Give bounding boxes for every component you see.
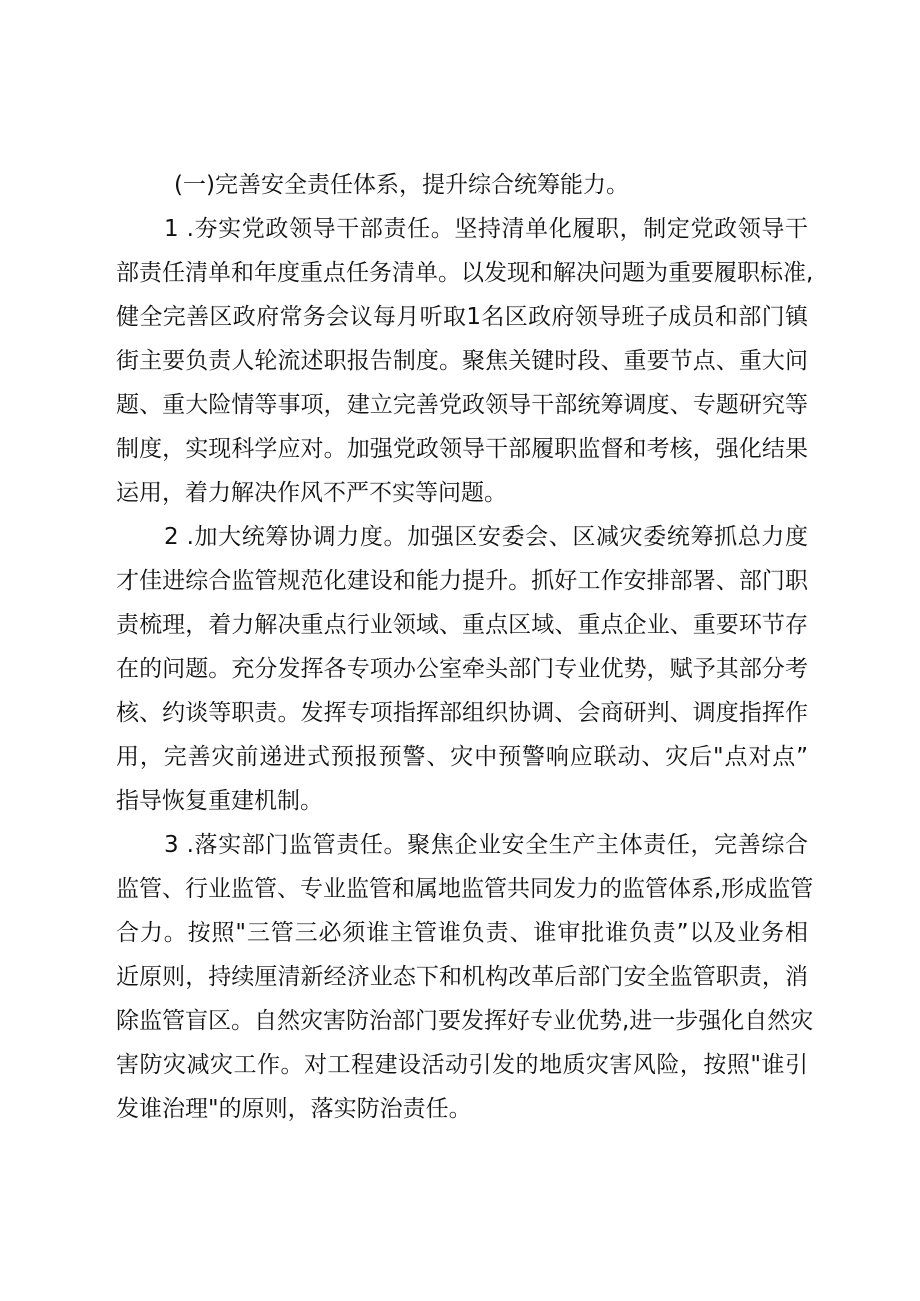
paragraph-line: 2 .加大统筹协调力度。加强区安委会、区减灾委统筹抓总力度 <box>164 524 808 550</box>
section-heading: (一)完善安全责任体系，提升综合统筹能力。 <box>174 172 629 198</box>
paragraph-line: 核、约谈等职责。发挥专项指挥部组织协调、会商研判、调度指挥作 <box>116 700 808 726</box>
paragraph-line: 3 .落实部门监管责任。聚焦企业安全生产主体责任，完善综合 <box>164 832 808 858</box>
document-body <box>116 163 814 1131</box>
paragraph-line: 街主要负责人轮流述职报告制度。聚焦关键时段、重要节点、重大问 <box>116 348 808 374</box>
paragraph-line: 制度，实现科学应对。加强党政领导干部履职监督和考核，强化结果 <box>116 436 808 462</box>
paragraph-line: 用，完善灾前递进式预报预警、灾中预警响应联动、灾后"点对点” <box>116 744 808 770</box>
paragraph-line: 1 .夯实党政领导干部责任。坚持清单化履职，制定党政领导干 <box>164 216 808 242</box>
paragraph-line: 才佳进综合监管规范化建设和能力提升。抓好工作安排部署、部门职 <box>116 568 808 594</box>
paragraph-3 <box>116 823 814 1131</box>
paragraph-line: 合力。按照"三管三必须谁主管谁负责、谁审批谁负责”以及业务相 <box>116 920 808 946</box>
paragraph-line: 责梳理，着力解决重点行业领域、重点区域、重点企业、重要环节存 <box>116 612 808 638</box>
paragraph-line: 在的问题。充分发挥各专项办公室牵头部门专业优势，赋予其部分考 <box>116 656 808 682</box>
paragraph-line: 监管、行业监管、专业监管和属地监管共同发力的监管体系,形成监管 <box>116 876 814 902</box>
paragraph-1 <box>116 207 814 515</box>
paragraph-line: 害防灾减灾工作。对工程建设活动引发的地质灾害风险，按照"谁引 <box>116 1052 808 1078</box>
paragraph-line: 指导恢复重建机制。 <box>116 788 323 814</box>
paragraph-line: 运用，着力解决作风不严不实等问题。 <box>116 480 507 506</box>
paragraph-2 <box>116 515 808 823</box>
paragraph-line: 题、重大险情等事项，建立完善党政领导干部统筹调度、专题研究等 <box>116 392 808 418</box>
paragraph-line: 近原则，持续厘清新经济业态下和机构改革后部门安全监管职责，消 <box>116 964 808 990</box>
paragraph-line: 部责任清单和年度重点任务清单。以发现和解决问题为重要履职标准, <box>116 260 814 286</box>
paragraph-line: 健全完善区政府常务会议每月听取1名区政府领导班子成员和部门镇 <box>116 304 808 330</box>
paragraph-line: 除监管盲区。自然灾害防治部门要发挥好专业优势,进一步强化自然灾 <box>116 1008 814 1034</box>
paragraph-line: 发谁治理"的原则，落实防治责任。 <box>116 1096 472 1122</box>
